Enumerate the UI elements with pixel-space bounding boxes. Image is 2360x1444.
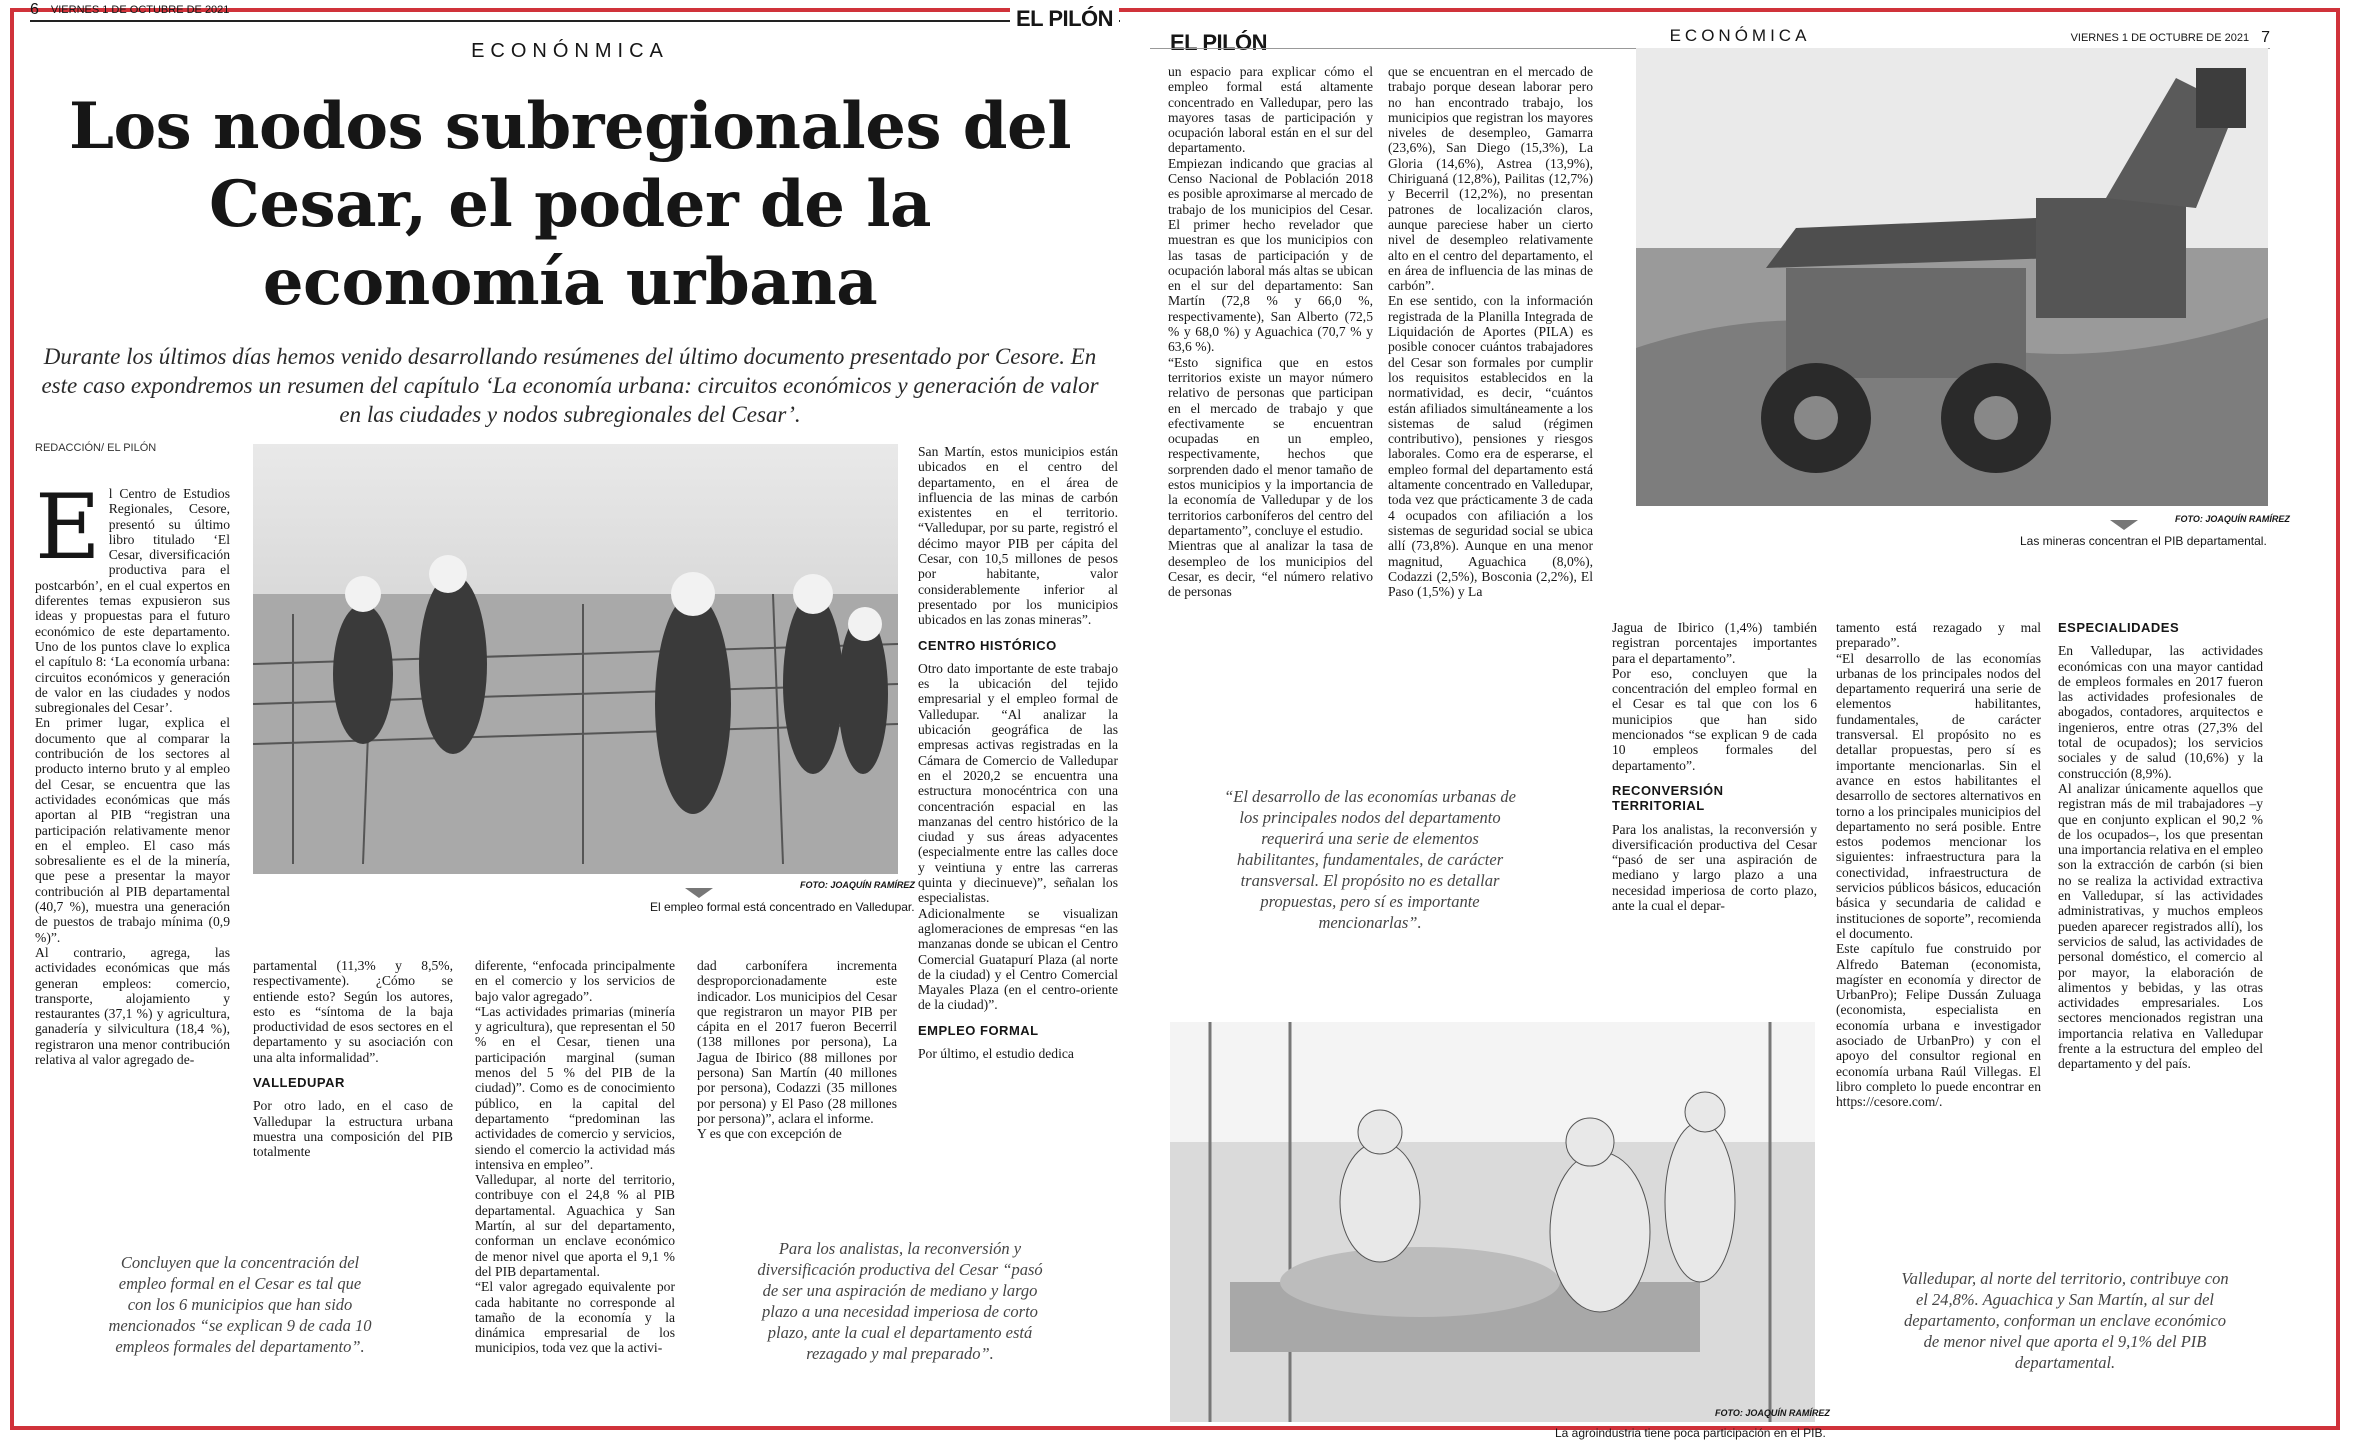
photo-caption: La agroindustria tiene poca participación en el PIB.	[1555, 1426, 1826, 1440]
article-column-1	[35, 475, 230, 1067]
body-paragraph: “Las actividades primarias (minería y agricultura), que representan el 50 % en el Cesar, tienen una participación marginal (suman menos del 5 % del PIB de la ciudad)”. Como es de conocimiento público, en la capital del departamento “predominan las actividades de comercio y servicios, siendo el comercio la actividad más intensiva en empleo”.	[475, 1003, 675, 1172]
article-column-2	[253, 958, 453, 1160]
agroindustry-photo	[1170, 1022, 1815, 1422]
pull-quote: Valledupar, al norte del territorio, contribuye con el 24,8%. Aguachica y San Martín, al sur del departamento, conforman un enclave económico de menor nivel que aporta el 9,1% del PIB departamental.	[1901, 1269, 2229, 1372]
body-paragraph: En Valledupar, las actividades económicas con una mayor cantidad de empleos formales en 2017 fueron las actividades profesionales de abogados, contadores, arquitectos e ingenieros, entre otras (27,3% del total de ocupados); los servicios sociales y de salud (10,6%) y la construcción (8,9%).	[2058, 643, 2263, 781]
masthead-logo: EL PILÓN	[1170, 30, 1268, 55]
subheading-empleo-formal: EMPLEO FORMAL	[918, 1022, 1039, 1038]
body-paragraph: dad carbonífera incrementa desproporcionadamente este indicador. Los municipios del Cesar que registraron un mayor PIB per cápita en el 2017 fueron Becerril (138 millones por persona), La Jagua de Ibirico (88 millones por persona) San Martín (40 millones por persona), Codazzi (35 millones por persona) y El Paso (28 millones por persona)”, aclara el informe.	[697, 958, 897, 1126]
lead-paragraph: Durante los últimos días hemos venido desarrollando resúmenes del último documento presentado por Cesore. En este caso expondremos un resumen del capítulo ‘La economía urbana: circuitos económicos y generación de valor en las ciudades y nodos subregionales del Cesar’.	[41, 344, 1099, 427]
article-column-b	[1388, 64, 1593, 599]
body-paragraph: Jagua de Ibirico (1,4%) también registran porcentajes importantes para el departamento”.	[1612, 620, 1817, 666]
body-paragraph: Otro dato importante de este trabajo es la ubicación del tejido empresarial y el empleo formal de Valledupar. “Al analizar la ubicación geográfica de las empresas activas registradas en la Cámara de Comercio de Valledupar en el 2020,2 se encuentra una estructura monocéntrica con una concentración espacial en las manzanas del centro histórico de la ciudad y sus áreas adyacentes (especialmente entre las calles doce y veintiuna y entre las carreras quinta y diecinueve)”, señalan los especialistas.	[918, 660, 1118, 906]
section-label: ECONÓMICA	[1669, 26, 1811, 45]
body-paragraph: “Esto significa que en estos territorios existe un mayor número relativo de personas que participan en el mercado de trabajo y que efectivamente se encuentran ocupadas en un empleo, respectivamente, hechos que sorprenden dado el menor tamaño de estos municipios y la importancia de la economía de Valledupar y de los territorios carboníferos del centro del departamento”, concluye el estudio.	[1168, 354, 1373, 538]
body-paragraph: un espacio para explicar cómo el empleo formal está altamente concentrado en Valledupar, pero las mayores tasas de participación y ocupación laboral están en el sur del departamento.	[1168, 64, 1373, 156]
intro-paragraph: l Centro de Estudios Regionales, Cesore, presentó su último libro titulado ‘El Cesar, diversificación productiva para el postcarbón’, en el cual expertos en diferentes temas expusieron sus ideas y propuestas para el futuro económico de este departamento. Uno de los puntos clave lo explica el capítulo 8: ‘La economía urbana: circuitos económicos y generación de valor en las ciudades y nodos subregionales del Cesar’.	[35, 486, 230, 716]
header-date: VIERNES 1 DE OCTUBRE DE 2021	[50, 4, 230, 16]
workers-photo	[253, 444, 898, 874]
body-paragraph: Empiezan indicando que gracias al Censo Nacional de Población 2018 es posible aproximarse al mercado de trabajo de los municipios del Cesar. El primer hecho revelador que muestran es que los municipios con las tasas de participación y de ocupación laboral más altas se ubican en el sur del departamento: San Martín (72,8 % y 66,0 %, respectivamente), San Alberto (72,5 % y 68,0 %) y Aguachica (70,7 % y 63,6 %).	[1168, 155, 1373, 355]
body-paragraph: En primer lugar, explica el documento que al comparar la contribución de los sectores al producto interno bruto y al empleo del Cesar, se encuentra que las actividades económicas que más aportan al PIB “registran una participación relativamente menor en el empleo. El caso más sobresaliente es el de la minería, que pese a presentar la mayor contribución al PIB departamental (40,7 %), muestra una generación de puestos de trabajo mínima (0,9 %)”.	[35, 715, 230, 945]
pull-quote: “El desarrollo de las economías urbanas de los principales nodos del departamento requerirá una serie de elementos habilitantes, fundamentales, de carácter transversal. El propósito no es detallar propuestas, pero sí es importante mencionarlas”.	[1224, 787, 1516, 932]
photo-credit: FOTO: JOAQUÍN RAMÍREZ	[800, 880, 915, 890]
body-paragraph: Por eso, concluyen que la concentración del empleo formal en el Cesar es tal que con los 6 municipios que han sido mencionados “se explican 9 de cada 10 empleos formales del departamento”.	[1612, 665, 1817, 773]
headline: Los nodos subregionales del Cesar, el poder de la economía urbana	[68, 89, 1072, 320]
body-paragraph: En ese sentido, con la información registrada de la Planilla Integrada de Liquidación de Aportes (PILA) es posible conocer cuántos trabajadores del Cesar son formales por cumplir los requisitos establecidos en la normatividad, es decir, “cuántos están afiliados simultáneamente a los sistemas de salud (régimen contributivo), pensiones y riesgos laborales. Como era de esperarse, el empleo formal del departamento está altamente concentrado en Valledupar, toda vez que prácticamente 3 de cada 4 ocupados con afiliación a los sistemas de seguridad social se ubica allí (73,8%). Aunque en una menor magnitud, Aguachica (8,0%), Codazzi (2,5%), Bosconia (2,2%), El Paso (1,5%) y La	[1388, 293, 1593, 600]
right-header	[1150, 28, 2270, 49]
body-paragraph: que se encuentran en el mercado de trabajo porque desean laborar pero no han encontrado trabajo, los municipios que registran los mayores niveles de desempleo, Gamarra (23,6%), San Diego (15,3%), La Gloria (14,6%), Astrea (13,9%), Chiriguaná (12,8%), Pailitas (12,7%) y Becerril (12,2%), no presentan patrones de localización claros, aunque pareciese haber un cierto nivel de desempleo relativamente alto en el centro del departamento, el en área de influencia de las minas de carbón”.	[1388, 64, 1593, 294]
byline: REDACCIÓN/ EL PILÓN	[35, 442, 157, 454]
body-paragraph: diferente, “enfocada principalmente en el comercio y los servicios de bajo valor agregado”.	[475, 958, 675, 1004]
caption-marker-icon	[685, 888, 713, 898]
masthead-logo: EL PILÓN	[1010, 6, 1119, 32]
body-paragraph: San Martín, estos municipios están ubicados en el centro del departamento, en el área de influencia de las minas de carbón existentes en el territorio. “Valledupar, por su parte, registró el décimo mayor PIB per cápita del Cesar, con 10,5 millones de pesos por habitante, valor considerablemente inferior al presentado por los municipios ubicados en las zonas mineras”.	[918, 444, 1118, 628]
photo-caption: Las mineras concentran el PIB departamental.	[2020, 534, 2267, 548]
body-paragraph: Mientras que al analizar la tasa de desempleo de los municipios del Cesar, es decir, “el número relativo de personas	[1168, 538, 1373, 600]
body-paragraph: Al contrario, agrega, las actividades económicas que más generan empleos: comercio, transporte, alojamiento y restaurantes (37,1 %) y agricultura, ganadería y silvicultura (18,4 %), registraron una menor contribución relativa al valor agregado de-	[35, 944, 230, 1067]
subheading-centro-historico: CENTRO HISTÓRICO	[918, 637, 1057, 653]
article-column-d	[1836, 620, 2041, 1110]
article-column-c	[1612, 620, 1817, 913]
article-column-e	[2058, 620, 2263, 1072]
photo-caption: El empleo formal está concentrado en Valledupar.	[650, 900, 915, 914]
article-column-4	[697, 958, 897, 1142]
body-paragraph: tamento está rezagado y mal preparado”.	[1836, 620, 2041, 651]
page-number: 7	[2261, 29, 2270, 46]
section-label: ECONÓNMICA	[471, 40, 669, 62]
body-paragraph: “El desarrollo de las economías urbanas de los principales nodos del departamento requerirá una serie de elementos habilitantes, fundamentales, de carácter transversal. El propósito no es detallar propuestas, pero sí es importante mencionarlas. Sin el avance en estos habilitantes el desarrollo de sectores alternativos en torno a los principales municipios del departamento no será posible. Entre estos podemos mencionar los siguientes: infraestructura para la conectividad, infraestructura de servicios públicos básicos, educación básica y secundaria de calidad e instituciones de soporte”, recomienda el documento.	[1836, 650, 2041, 941]
subheading-especialidades: ESPECIALIDADES	[2058, 620, 2180, 635]
drop-cap: E	[35, 475, 101, 580]
photo-credit: FOTO: JOAQUÍN RAMÍREZ	[1715, 1408, 1830, 1418]
pull-quote: Concluyen que la concentración del empleo formal en el Cesar es tal que con los 6 municipios que han sido mencionados “se explican 9 de cada 10 empleos formales del departamento”.	[108, 1253, 372, 1356]
header-date: VIERNES 1 DE OCTUBRE DE 2021	[2070, 32, 2250, 44]
body-paragraph: Al analizar únicamente aquellos que registran más de mil trabajadores –y que en conjunto explican el 90,2 % de los ocupados–, los que presentan una importancia relativa en el empleo son la extracción de carbón (si bien no se realiza la actividad extractiva en Valledupar, sí las actividades administrativas, y muchos empleos pueden aparecer registrados allí), los servicios de salud, las actividades de personal doméstico, el comercio al por mayor, la elaboración de alimentos y bebidas, y las otras actividades empresariales. Los sectores mencionados registran una importancia relativa en Valledupar frente a la estructura del empleo del departamento y del país.	[2058, 780, 2263, 1072]
body-paragraph: Este capítulo fue construido por Alfredo Bateman (economista, magíster en economía y director de UrbanPro); Felipe Dussán Zuluaga (economista, especialista en economía urbana e investigador asociado de UrbanPro) y con el apoyo del consultor regional en economía urbana Raúl Villegas. El libro completo lo puede encontrar en https://cesore.com/.	[1836, 941, 2041, 1110]
body-paragraph: Adicionalmente se visualizan aglomeraciones de empresas “en las manzanas donde se ubican el Centro Comercial Guatapurí Plaza (al norte de la ciudad) y el Centro Comercial Mayales Plaza (en el centro-oriente de la ciudad)”.	[918, 905, 1118, 1013]
subheading-valledupar: VALLEDUPAR	[253, 1075, 345, 1091]
caption-marker-icon	[2110, 520, 2138, 530]
body-paragraph: Por último, el estudio dedica	[918, 1045, 1074, 1061]
body-paragraph: Y es que con excepción de	[697, 1126, 842, 1142]
article-column-5	[918, 444, 1118, 1061]
body-paragraph: partamental (11,3% y 8,5%, respectivamente). ¿Cómo se entiende esto? Según los autores, esto es “síntoma de la baja productividad de esos sectores en el departamento y su asociación con una alta informalidad”.	[253, 958, 453, 1065]
photo-credit: FOTO: JOAQUÍN RAMÍREZ	[2175, 514, 2290, 524]
body-paragraph: “El valor agregado equivalente por cada habitante no corresponde al tamaño de la economía y la dinámica empresarial de los municipios, toda vez que la activi-	[475, 1279, 675, 1356]
article-column-a	[1168, 64, 1373, 599]
page-number: 6	[30, 1, 39, 18]
body-paragraph: Valledupar, al norte del territorio, contribuye con el 24,8 % al PIB departamental. Aguachica y San Martín, al sur del departamento, conforman un enclave económico de menor nivel que aporta el 9,1 % del PIB departamental.	[475, 1172, 675, 1279]
body-paragraph: Por otro lado, en el caso de Valledupar la estructura urbana muestra una composición del PIB totalmente	[253, 1098, 453, 1160]
mining-truck-photo	[1636, 48, 2268, 506]
article-column-3	[475, 958, 675, 1356]
pull-quote: Para los analistas, la reconversión y diversificación productiva del Cesar “pasó de ser una aspiración de mediano y largo plazo a una necesidad imperiosa de corto plazo, ante la cual el departamento está rezagado y mal preparado”.	[757, 1239, 1043, 1363]
body-paragraph: Para los analistas, la reconversión y diversificación productiva del Cesar “pasó de ser una aspiración de mediano y largo plazo a una necesidad imperiosa de corto plazo, ante la cual el depar-	[1612, 821, 1817, 914]
subheading-reconversion: RECONVERSIÓN TERRITORIAL	[1612, 782, 1724, 814]
left-header	[30, 0, 1120, 22]
